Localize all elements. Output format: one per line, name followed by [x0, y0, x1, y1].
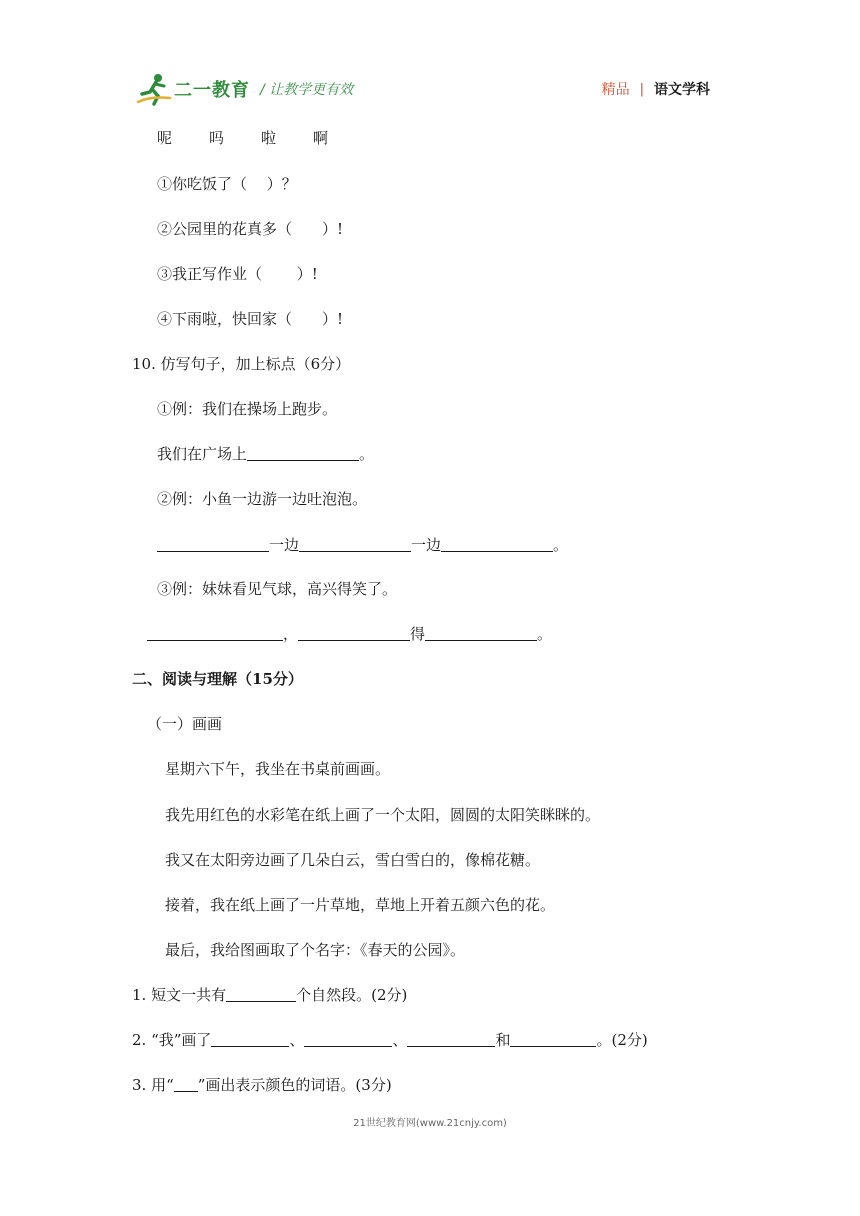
reading-paragraph: 最后，我给图画取了个名字：《春天的公园》。 [165, 941, 466, 959]
answer-blank[interactable] [226, 987, 296, 1002]
reading-question-1 [132, 985, 407, 1005]
brand-slogan: / 让教学更有效 [260, 82, 354, 98]
answer-1 [157, 444, 374, 464]
example-2: ②例：小鱼一边游一边吐泡泡。 [157, 490, 368, 508]
answer-blank[interactable] [298, 626, 410, 641]
answer-3 [147, 624, 552, 644]
answer-blank[interactable] [147, 626, 283, 641]
reading-paragraph: 接着，我在纸上画了一片草地，草地上开着五颜六色的花。 [165, 896, 556, 914]
separator: 、 [289, 1031, 305, 1049]
question-prefix: 1. 短文一共有 [132, 986, 227, 1004]
answer-blank[interactable] [304, 1032, 392, 1047]
answer-3-end: 。 [537, 625, 553, 643]
answer-2-end: 。 [553, 536, 569, 554]
reading-title: （一）画画 [147, 715, 223, 733]
word-bank [157, 128, 365, 148]
word-bank-item: 啦 [261, 129, 277, 147]
reading-question-3 [132, 1075, 392, 1095]
running-figure-icon [136, 72, 172, 106]
answer-blank[interactable] [211, 1032, 289, 1047]
fill-item: ③我正写作业（ ）! [157, 265, 318, 283]
reading-paragraph: 我又在太阳旁边画了几朵白云，雪白雪白的，像棉花糖。 [165, 851, 541, 869]
answer-blank[interactable] [407, 1032, 495, 1047]
header-subject [602, 79, 710, 99]
question-prefix: 2. “我”画了 [132, 1031, 212, 1049]
answer-1-prefix: 我们在广场上 [157, 445, 248, 463]
word-bank-item: 呢 [157, 129, 173, 147]
answer-3-de: 得 [410, 625, 426, 643]
reading-paragraph: 我先用红色的水彩笔在纸上画了一个太阳，圆圆的太阳笑眯眯的。 [165, 806, 601, 824]
answer-blank[interactable] [510, 1032, 596, 1047]
reading-paragraph: 星期六下午，我坐在书桌前画画。 [165, 760, 391, 778]
question-suffix: ”画出表示颜色的词语。(3分) [197, 1076, 392, 1094]
fill-item: ②公园里的花真多（ ）! [157, 220, 344, 238]
answer-2 [157, 535, 568, 555]
answer-blank[interactable] [157, 537, 269, 552]
example-3: ③例：妹妹看见气球，高兴得笑了。 [157, 580, 398, 598]
answer-blank[interactable] [425, 626, 537, 641]
example-1: ①例：我们在操场上跑步。 [157, 400, 338, 418]
brand-logo [136, 72, 353, 106]
header-separator: | [639, 81, 644, 97]
conjunction: 和 [495, 1031, 511, 1049]
answer-blank[interactable] [299, 537, 411, 552]
premium-label: 精品 [601, 82, 630, 98]
answer-2-mid: 一边 [269, 536, 300, 554]
answer-2-mid: 一边 [411, 536, 442, 554]
subject-label: 语文学科 [654, 82, 710, 98]
underline-sample [174, 1077, 198, 1092]
word-bank-item: 啊 [313, 129, 329, 147]
question-suffix: 个自然段。(2分) [296, 986, 408, 1004]
answer-1-suffix: 。 [359, 445, 375, 463]
page-footer: 21世纪教育网(www.21cnjy.com) [353, 1118, 507, 1129]
brand-name: 二一教育 [174, 80, 250, 101]
section-2-title: 二、阅读与理解（15分） [132, 670, 303, 688]
fill-item: ④下雨啦，快回家（ ）! [157, 310, 344, 328]
separator: 、 [392, 1031, 408, 1049]
question-prefix: 3. 用“ [132, 1076, 174, 1094]
question-10-title: 10. 仿写句子，加上标点（6分） [132, 355, 351, 373]
answer-3-comma: ， [283, 625, 299, 643]
reading-question-2 [132, 1030, 648, 1050]
question-suffix: 。(2分) [596, 1031, 648, 1049]
answer-blank[interactable] [441, 537, 553, 552]
fill-item: ①你吃饭了（ ）？ [157, 175, 297, 193]
answer-blank[interactable] [247, 446, 359, 461]
word-bank-item: 吗 [209, 129, 225, 147]
page-header [0, 0, 860, 110]
